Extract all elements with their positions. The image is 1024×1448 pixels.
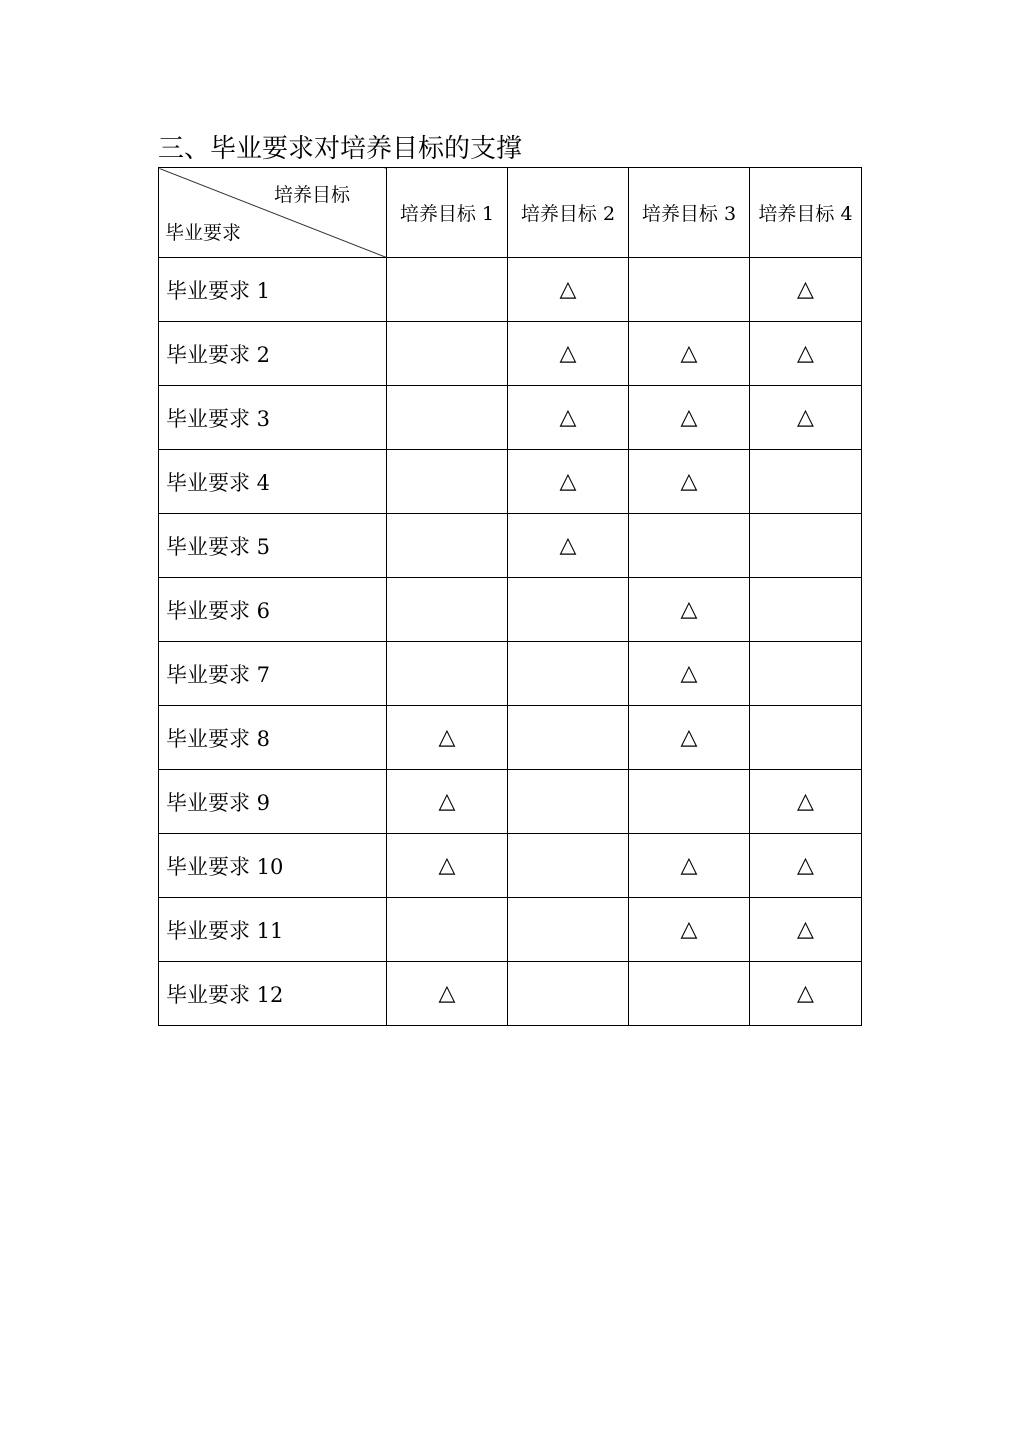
requirement-label: 毕业要求 7 bbox=[159, 642, 387, 706]
support-mark-cell: △ bbox=[508, 322, 629, 386]
corner-goal-label: 培养目标 bbox=[273, 184, 350, 206]
support-mark-cell: △ bbox=[629, 642, 750, 706]
requirement-label: 毕业要求 12 bbox=[159, 962, 387, 1026]
support-mark-cell: △ bbox=[629, 386, 750, 450]
requirement-label: 毕业要求 4 bbox=[159, 450, 387, 514]
support-mark-cell: △ bbox=[750, 962, 862, 1026]
table-row bbox=[159, 770, 862, 834]
support-mark-cell bbox=[387, 514, 508, 578]
support-mark-cell: △ bbox=[750, 834, 862, 898]
requirement-label: 毕业要求 6 bbox=[159, 578, 387, 642]
table-row bbox=[159, 450, 862, 514]
support-mark-cell bbox=[508, 706, 629, 770]
support-mark-cell bbox=[387, 642, 508, 706]
support-mark-cell: △ bbox=[750, 770, 862, 834]
header-row bbox=[159, 168, 862, 258]
support-mark-cell: △ bbox=[387, 962, 508, 1026]
table-row bbox=[159, 258, 862, 322]
column-header-goal-3: 培养目标 3 bbox=[629, 168, 750, 258]
requirement-label: 毕业要求 3 bbox=[159, 386, 387, 450]
requirement-label: 毕业要求 1 bbox=[159, 258, 387, 322]
support-mark-cell bbox=[750, 514, 862, 578]
corner-header-cell bbox=[159, 168, 387, 258]
requirement-label: 毕业要求 5 bbox=[159, 514, 387, 578]
corner-requirement-label: 毕业要求 bbox=[165, 222, 242, 244]
support-mark-cell: △ bbox=[629, 706, 750, 770]
support-mark-cell: △ bbox=[629, 578, 750, 642]
support-mark-cell bbox=[387, 386, 508, 450]
table-row bbox=[159, 962, 862, 1026]
requirement-label: 毕业要求 8 bbox=[159, 706, 387, 770]
support-mark-cell: △ bbox=[508, 450, 629, 514]
column-header-goal-2: 培养目标 2 bbox=[508, 168, 629, 258]
support-mark-cell: △ bbox=[750, 898, 862, 962]
support-mark-cell: △ bbox=[387, 706, 508, 770]
support-mark-cell: △ bbox=[508, 258, 629, 322]
support-mark-cell bbox=[508, 898, 629, 962]
support-mark-cell: △ bbox=[750, 386, 862, 450]
support-mark-cell bbox=[629, 258, 750, 322]
table-row bbox=[159, 514, 862, 578]
support-mark-cell bbox=[387, 258, 508, 322]
requirement-label: 毕业要求 10 bbox=[159, 834, 387, 898]
table-row bbox=[159, 834, 862, 898]
table-row bbox=[159, 322, 862, 386]
support-mark-cell bbox=[508, 642, 629, 706]
column-header-goal-4: 培养目标 4 bbox=[750, 168, 862, 258]
table-row bbox=[159, 898, 862, 962]
requirement-label: 毕业要求 11 bbox=[159, 898, 387, 962]
support-mark-cell bbox=[750, 642, 862, 706]
support-mark-cell: △ bbox=[629, 450, 750, 514]
support-mark-cell bbox=[508, 770, 629, 834]
support-mark-cell bbox=[750, 578, 862, 642]
support-mark-cell: △ bbox=[629, 322, 750, 386]
section-title: 三、毕业要求对培养目标的支撑 bbox=[158, 134, 523, 164]
support-mark-cell: △ bbox=[508, 514, 629, 578]
support-mark-cell bbox=[629, 514, 750, 578]
support-mark-cell bbox=[508, 578, 629, 642]
support-mark-cell bbox=[629, 770, 750, 834]
table-row bbox=[159, 706, 862, 770]
support-mark-cell bbox=[387, 450, 508, 514]
support-matrix-table bbox=[158, 167, 862, 1026]
support-mark-cell bbox=[387, 578, 508, 642]
support-mark-cell: △ bbox=[750, 322, 862, 386]
requirement-label: 毕业要求 9 bbox=[159, 770, 387, 834]
support-mark-cell bbox=[508, 962, 629, 1026]
table-row bbox=[159, 642, 862, 706]
support-mark-cell bbox=[508, 834, 629, 898]
support-mark-cell: △ bbox=[750, 258, 862, 322]
support-mark-cell: △ bbox=[508, 386, 629, 450]
support-mark-cell: △ bbox=[387, 834, 508, 898]
column-header-goal-1: 培养目标 1 bbox=[387, 168, 508, 258]
table-row bbox=[159, 578, 862, 642]
table-row bbox=[159, 386, 862, 450]
support-mark-cell: △ bbox=[629, 834, 750, 898]
support-mark-cell bbox=[629, 962, 750, 1026]
support-mark-cell: △ bbox=[387, 770, 508, 834]
support-mark-cell: △ bbox=[629, 898, 750, 962]
support-mark-cell bbox=[750, 450, 862, 514]
requirement-label: 毕业要求 2 bbox=[159, 322, 387, 386]
support-mark-cell bbox=[750, 706, 862, 770]
support-mark-cell bbox=[387, 322, 508, 386]
support-mark-cell bbox=[387, 898, 508, 962]
